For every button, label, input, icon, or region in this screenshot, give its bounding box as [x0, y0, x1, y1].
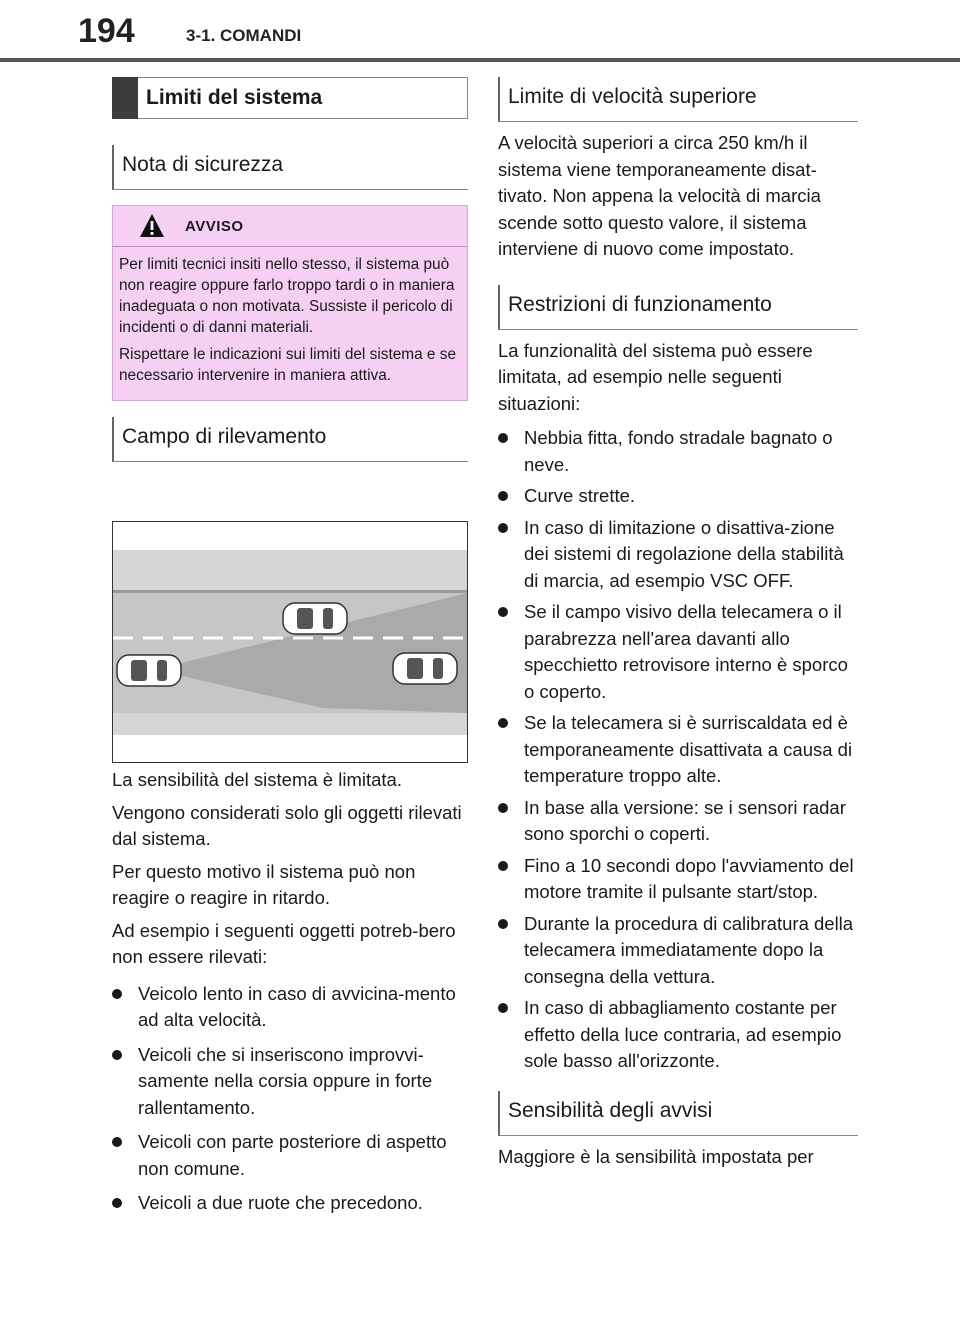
list-item-text: Nebbia fitta, fondo stradale bagnato o neve. [524, 427, 833, 475]
left-text-block [112, 767, 468, 1217]
list-item-text: Fino a 10 secondi dopo l'avviamento del motore tramite il pulsante start/stop. [524, 854, 854, 902]
bullet-icon [498, 861, 508, 871]
detection-heading: Campo di rilevamento [112, 417, 468, 462]
list-item [112, 981, 468, 1034]
list-item-text: In caso di abbagliamento costante per effetto della luce contraria, ad esempio sole basso all'orizzonte. [524, 997, 842, 1071]
list-item-text: In caso di limitazione o disattiva-zione dei sistemi di regolazione della stabilità di marcia, ad esempio VSC OFF. [524, 516, 844, 591]
list-item [498, 483, 858, 510]
right-column [498, 77, 858, 1170]
road-illustration [113, 522, 467, 762]
paragraph: La sensibilità del sistema è limitata. [112, 769, 402, 790]
bullet-icon [112, 989, 122, 999]
paragraph: Per questo motivo il sistema può non reagire o reagire in ritardo. [112, 860, 416, 908]
list-item-text: In base alla versione: se i sensori radar sono sporchi o coperti. [524, 796, 846, 844]
list-item-text: Veicoli con parte posteriore di aspetto non comune. [138, 1131, 447, 1179]
list-item-text: Veicolo lento in caso di avvicina-mento ad alta velocità. [138, 982, 456, 1030]
list-item-text: Se la telecamera si è surriscaldata ed è temporaneamente disattivata a causa di temperature troppo alte. [524, 712, 853, 786]
list-item [498, 515, 858, 595]
heading-bar [112, 77, 138, 119]
list-item [112, 1129, 468, 1182]
list-item-text: Curve strette. [524, 485, 636, 506]
bullet-icon [498, 523, 508, 533]
bullet-icon [498, 433, 508, 443]
warning-text-2: Rispettare le indicazioni sui limiti del sistema e se necessario intervenire in maniera attiva. [119, 346, 457, 384]
header-rule [0, 58, 960, 62]
bullet-icon [112, 1198, 122, 1208]
page-header [0, 0, 960, 64]
main-heading-text: Limiti del sistema [146, 86, 323, 109]
speed-text: A velocità superiori a circa 250 km/h il sistema viene temporaneamente disat-tivato. Non appena la velocità di marcia scende sotto questo valore, il sistema interviene di nuovo come impostato. [498, 132, 821, 259]
list-item [112, 1042, 468, 1122]
warning-text-1: Per limiti tecnici insiti nello stesso, il sistema può non reagire oppure farlo troppo tardi o in maniera inadeguata o non motivata. Sussiste il pericolo di incidenti o di danni materiali. [119, 256, 455, 336]
paragraph: Vengono considerati solo gli oggetti rilevati dal sistema. [112, 801, 462, 849]
list-item [498, 853, 858, 906]
list-item-text: Veicoli a due ruote che precedono. [138, 1192, 423, 1213]
bullet-icon [498, 803, 508, 813]
list-item [498, 599, 858, 705]
car-icon [283, 603, 347, 634]
section-title: 3-1. COMANDI [186, 26, 302, 45]
list-item-text: Se il campo visivo della telecamera o il parabrezza nell'area davanti allo specchietto retrovisore interno è sporco o coperto. [524, 601, 848, 702]
speed-heading: Limite di velocità superiore [498, 77, 858, 122]
upper-lane [113, 550, 467, 590]
list-item [498, 911, 858, 991]
warning-icon [139, 213, 165, 239]
main-heading [112, 77, 468, 119]
restrictions-intro: La funzionalità del sistema può essere limitata, ad esempio nelle seguenti situazioni: [498, 339, 813, 414]
bullet-icon [498, 607, 508, 617]
warning-box [112, 205, 468, 401]
bullet-icon [498, 718, 508, 728]
list-item [498, 710, 858, 790]
list-item-text: Veicoli che si inseriscono improvvi-samente nella corsia oppure in forte rallentamento. [138, 1043, 433, 1118]
left-column [112, 77, 468, 462]
detection-range-figure [112, 521, 468, 763]
car-icon [117, 655, 181, 686]
bullet-icon [112, 1137, 122, 1147]
warning-header [113, 206, 467, 247]
warning-body [113, 247, 467, 400]
list-item [498, 795, 858, 848]
sensitivity-heading: Sensibilità degli avvisi [498, 1091, 858, 1136]
warning-label: AVVISO [185, 217, 244, 235]
restrictions-heading: Restrizioni di funzionamento [498, 285, 858, 330]
bullet-icon [112, 1050, 122, 1060]
sensitivity-text: Maggiore è la sensibilità impostata per [498, 1145, 814, 1167]
list-item [498, 995, 858, 1075]
list-item [498, 425, 858, 478]
safety-heading: Nota di sicurezza [112, 145, 468, 190]
page-number: 194 [78, 12, 135, 50]
bullet-icon [498, 1003, 508, 1013]
bullet-icon [498, 919, 508, 929]
bullet-icon [498, 491, 508, 501]
paragraph: Ad esempio i seguenti oggetti potreb-bero non essere rilevati: [112, 919, 456, 967]
car-icon [393, 653, 457, 684]
list-item-text: Durante la procedura di calibratura della telecamera immediatamente dopo la consegna della vettura. [524, 912, 854, 987]
list-item [112, 1190, 468, 1217]
